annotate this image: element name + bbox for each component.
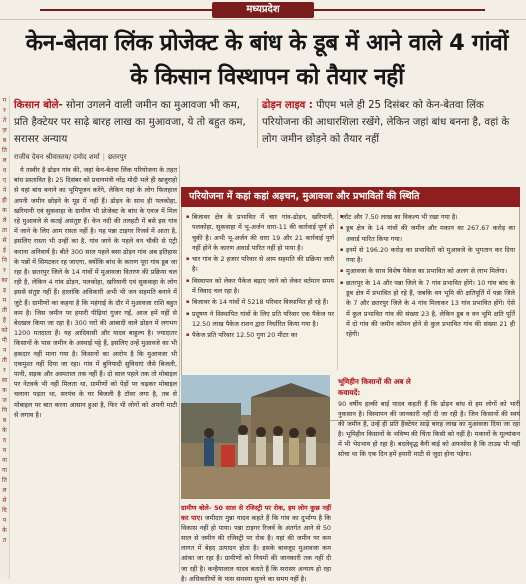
bleed-fragment: म [2,297,7,304]
bleed-fragment: ब [2,137,7,144]
info-box-bullet: ▪ चार गांव के 2 हजार परिवार से आम सहमति की प्रक्रिया जारी है। [186,254,334,275]
bleed-fragment: के [2,527,7,534]
bleed-fragment: ना [2,457,7,464]
deck-left-text: सोना उगलने वाली जमीन का मुआवजा भी कम, प्रति हैक्टेयर पर साढ़े बारह लाख का मुआवजा, ये तो बहुत कम, सरासर अन्याय [14,100,246,145]
bleed-fragment: त [2,537,7,544]
deck-left [14,97,254,149]
photo-caption [181,503,331,583]
section-kicker-bar [0,0,526,20]
bleed-fragment: र [3,267,6,274]
villagers-photo-illustration [181,375,330,499]
bleed-fragment: ती [2,307,7,314]
adjacent-column-bleed [0,96,10,579]
bleed-fragment: ते [2,117,7,124]
info-box-col2-lead: ▪ प्लॉट और 7.50 लाख का विकल्प भी रखा गया है। [340,212,515,222]
headline: केन-बेतवा लिंक प्रोजेक्ट के बांध के डूब में आने वाले 4 गांवों के किसान विस्थापन को तैयार नहीं [25,30,509,90]
caption-text: जमीदार मुन्ना यादव कहते हैं कि गांव का दुर्भाग्य है कि विकास नहीं हो पाया। पन्ना टाइगर रिजर्व के अंतर्गत आने से 50 साल से जमीन की रजिस्ट्री पर रोक है। यहां की जमीन पर कम लागत में बेहद उत्पादन होता है। इसके बावजूद मुआवजा कम आंका जा रहा है। ग्रामीणों को नियमों की जानकारी तक नहीं दी जा रही है। कन्हैयालाल यादव बताते हैं कि सरासर अन्याय हो रहा है। अधिकारियों के पास समस्या सुनने का समय नहीं है। [181,514,331,583]
bleed-fragment: पि [2,407,7,414]
info-box-bullet: ▪ बिजावर के 14 गांवों में 5218 परिवार विस्थापित हो रहे हैं। [186,297,334,307]
info-box-bullet: ▪ पैकेज प्रति परिवार 12.50 गुना 20 मीटर का [186,330,334,340]
bleed-fragment: ने [2,187,7,194]
bleed-fragment: है [2,317,7,324]
bleed-fragment: ज़ [2,127,7,134]
bleed-fragment: प [2,517,7,524]
main-story-column [14,165,177,573]
bleed-fragment: ए [2,177,7,184]
info-box-bullet: ▪ इनमें से 196.20 करोड़ का प्रभावितों को मुआवजे के भुगतान कर दिया गया है। [340,245,515,266]
bleed-fragment: दि [2,507,7,514]
info-box-bullet: ▪ मुआवजा के साथ विशेष पैकेज का प्रभावित को अलग से लाभ मिलेगा। [340,266,515,276]
info-box-bullet: ▪ प्रदूषण ने विस्थापित गांवों के लिए प्रति परिवार एक पैकेज पर 12.50 लाख पैकेज राशन द्वारा निर्धारित किया गया है। [186,309,334,330]
info-box-title: परियोजना में कहां कहां अड़चन, मुआवजा और प्रभावितों की स्थिति [181,187,520,207]
main-story-text: ये तस्वीर है ढोड़न गांव की, जहां केन-बेतवा लिंक परियोजना के तहत बांध प्रस्तावित है। 25 दिसंबर को प्रधानमंत्री नरेंद्र मोदी भले ही खजुराहो से यहां बांध बनाने का भूमिपूजन करेंगे, लेकिन यहां के लोग फिलहाल अपनी जमीन छोड़ने के मूड में नहीं हैं। ढोड़न के साथ ही पलकोहा, खरियानी एवं सुकवाहा के ग्रामीण भी प्रोजेक्ट के बांध के एवज में मिल रहे मुआवजे से कतई असंतुष्ट हैं। केन नदी की तलहटी में बसे इस गांव में जाने के लिए आम रास्ता नहीं है। यह पन्ना टाइगर रिजर्व में आता है, इसलिए रास्ता भी उन्हीं का है, गांव जाने के पहले वन चौकी से एंट्री कराना अनिवार्य है। बीते 300 साल पहले बसा ढोड़न गांव अब इतिहास के पन्नों में सिमटकर रह जाएगा, क्योंकि बांध के कारण पूरा गांव डूब जा रहा है। छतरपुर जिले के 14 गांवों में मुआवजा वितरण की प्रक्रिया चल रही है, लेकिन 4 गांव ढोड़न, पलकोहा, खरियानी एवं सुकवाहा के लोग इससे संतुष्ट नहीं हैं। हालांकि अधिकारी अभी भी जन सहमति बनाने में जुटे हैं। ग्रामीणों का कहना है कि महंगाई के दौर में मुआवजा राशि बहुत कम है। जिस जमीन पर हमारी पीढ़ियां गुजर गईं, आज हमें यहीं से बेदखल किया जा रहा है। 300 घरों की आबादी वाले ढोड़न में लगभग 1200 मतदाता हैं। यह आदिवासी और यादव बाहुल्य है। ज्यादातर किसानों के पास जमीन के अस्थाई पट्टे हैं, इसलिए उन्हें मुआवजे का भी हकदार नहीं माना गया है। किसानों का आरोप है कि मुआवजा भी एकमुश्त नहीं दिया जा रहा। गांव में बुनियादी सुविधाएं जैसे बिजली, पानी, सड़क और अस्पताल तक नहीं हैं। दो साल पहले तक तो मोबाइल पर नेटवर्क भी नहीं मिलता था, ग्रामीणों को पेड़ों पर चढ़कर मोबाइल चलाना पड़ता था, सरपंच के घर बिजली है टॉवर लगा है, तब से मोबाइल पर बात करना आसान हुआ है, फिर भी लोगों को अपनी माटी से लगाव है। [14,166,178,419]
bleed-fragment: ती [2,357,7,364]
bleed-fragment: य [2,447,7,454]
bleed-fragment: क [2,387,7,394]
deck-right-text: पीएम भले ही 25 दिसंबर को केन-बेतवा लिंक परियोजना की आधारशिला रखेंगे, लेकिन जहां बांध बनना है, वहां के लोग जमीन छोड़ने को तैयार नहीं [262,100,510,145]
bleed-fragment: ब [2,417,7,424]
byline-reporter: राजीव देवन श्रीवास्तव/ दमोद शर्मा [14,153,100,161]
column-rule [179,165,180,573]
bleed-fragment: को [1,327,8,334]
side-story-body: 90 वर्षीय हल्की बाई यादव कहती हैं कि ढोड़न बांध से हम लोगों को भारी नुकसान है। विस्थापन की जानकारी नहीं दी जा रही है। जिन किसानों की स्वयं की जमीन है, उन्हें ही प्रति हैक्टेयर साढ़े बारह लाख का मुआवजा दिया जा रहा है। भूमिहीन किसानों के भविष्य की चिंता किसी को नहीं है। मकानों के मूल्यांकन में भी भेदभाव हो रहा है। बदलेवृद्ध बैनी बाई को अफसोस है कि ताउम्र भी नहीं सोचा था कि एक दिन हमें हमारी माटी से जुदा होना पड़ेगा। [338,400,520,459]
bleed-fragment: र [3,367,6,374]
section-label: मध्यप्रदेश [212,2,314,18]
bleed-fragment: द [2,437,7,444]
bleed-fragment: ति [2,477,7,484]
bleed-fragment: ई [3,247,6,254]
caption-lead: ग्रामीण बोले- 50 साल से रजिस्ट्री पर रोक, हम लोग कुछ नहीं कर पाए। [181,504,331,523]
kicker-rule-right [305,9,485,11]
deck-right [262,97,516,149]
bleed-fragment: सा [1,377,8,384]
info-box-bullet: ▪ डूब क्षेत्र के 14 गांवों की जमीन और मकान का 267.67 करोड़ का अवार्ड पारित किया गया। [340,223,515,244]
bleed-fragment: ध [2,167,7,174]
bleed-fragment: ता [2,227,7,234]
info-box-column-1 [186,212,334,342]
kicker-rule-left [40,9,220,11]
bleed-fragment: ति [2,147,7,154]
info-box-bullet: ▪ छतरपुर के 14 और पन्ना जिले के 7 गांव प्रभावित होंगे। 10 गांव बांध के डूब क्षेत्र में प्रभावित हो रहे हैं, जबकि वन भूमि की क्षतिपूर्ति में पन्ना जिले के 7 और छतरपुर जिले के 4 गांव मिलाकर 13 गांव प्रभावित होंगे। ऐसे में कुल प्रभावित गांव की संख्या 23 है, लेकिन डूब व वन भूमि क्षति पूर्ति में दो गांव की जमीन कॉमन होने से कुल प्रभावित गांव की संख्या 21 ही रहेगी। [340,278,515,340]
bleed-fragment: का [1,277,8,284]
byline-separator: | [102,153,105,161]
bleed-fragment: ही [2,197,7,204]
byline [14,153,254,162]
deck-divider [257,98,258,148]
side-story-text [338,399,520,575]
bleed-fragment: से [2,237,7,244]
bleed-fragment: न [2,347,7,354]
bleed-fragment: ग [2,97,7,104]
info-box-bullet: ▪ विस्थापन को लेकर पैकेज बढ़ाए जाने को लेकर वर्तमान समय में विवाद चल रहा है। [186,276,334,297]
bleed-fragment: ड़ [2,287,7,294]
bleed-fragment: ल [2,487,7,494]
bleed-fragment: क [2,207,7,214]
bleed-fragment: गा [2,467,7,474]
bleed-fragment: ले [2,217,7,224]
bleed-fragment: र [3,107,6,114]
side-story-heading [338,376,520,398]
news-photo [181,375,330,499]
bleed-fragment: ज [2,397,7,404]
bleed-fragment: पी [2,337,7,344]
deck-left-tag: किसान बोले- [14,100,63,111]
info-box-column-2 [340,212,515,341]
bleed-fragment: ल [2,157,7,164]
bleed-fragment: से [2,497,7,504]
side-story-tag: भूमिहीन किसानों की अब ले [338,377,411,386]
info-box-divider [337,210,338,370]
bleed-fragment: के [2,427,7,434]
deck-right-tag: ढोड़न लाइव : [262,100,313,111]
bleed-fragment: नि [2,257,7,264]
info-box-bullet: ▪ बिजावर क्षेत्र के प्रभावित में चार गांव-ढोड़न, खरियानी, पलकोहा, सुकवाहा में भू-अर्जन धारा-11 की कार्रवाई पूर्ण हो चुकी है। अभी भू-अर्जन की धारा 19 और 21 कार्रवाई पूर्ण नहीं होने के कारण अवार्ड पारित नहीं हो पाया है। [186,212,334,253]
byline-place: छतरपुर [107,153,127,161]
side-story-tag-rest: कवायदें: [338,388,361,397]
